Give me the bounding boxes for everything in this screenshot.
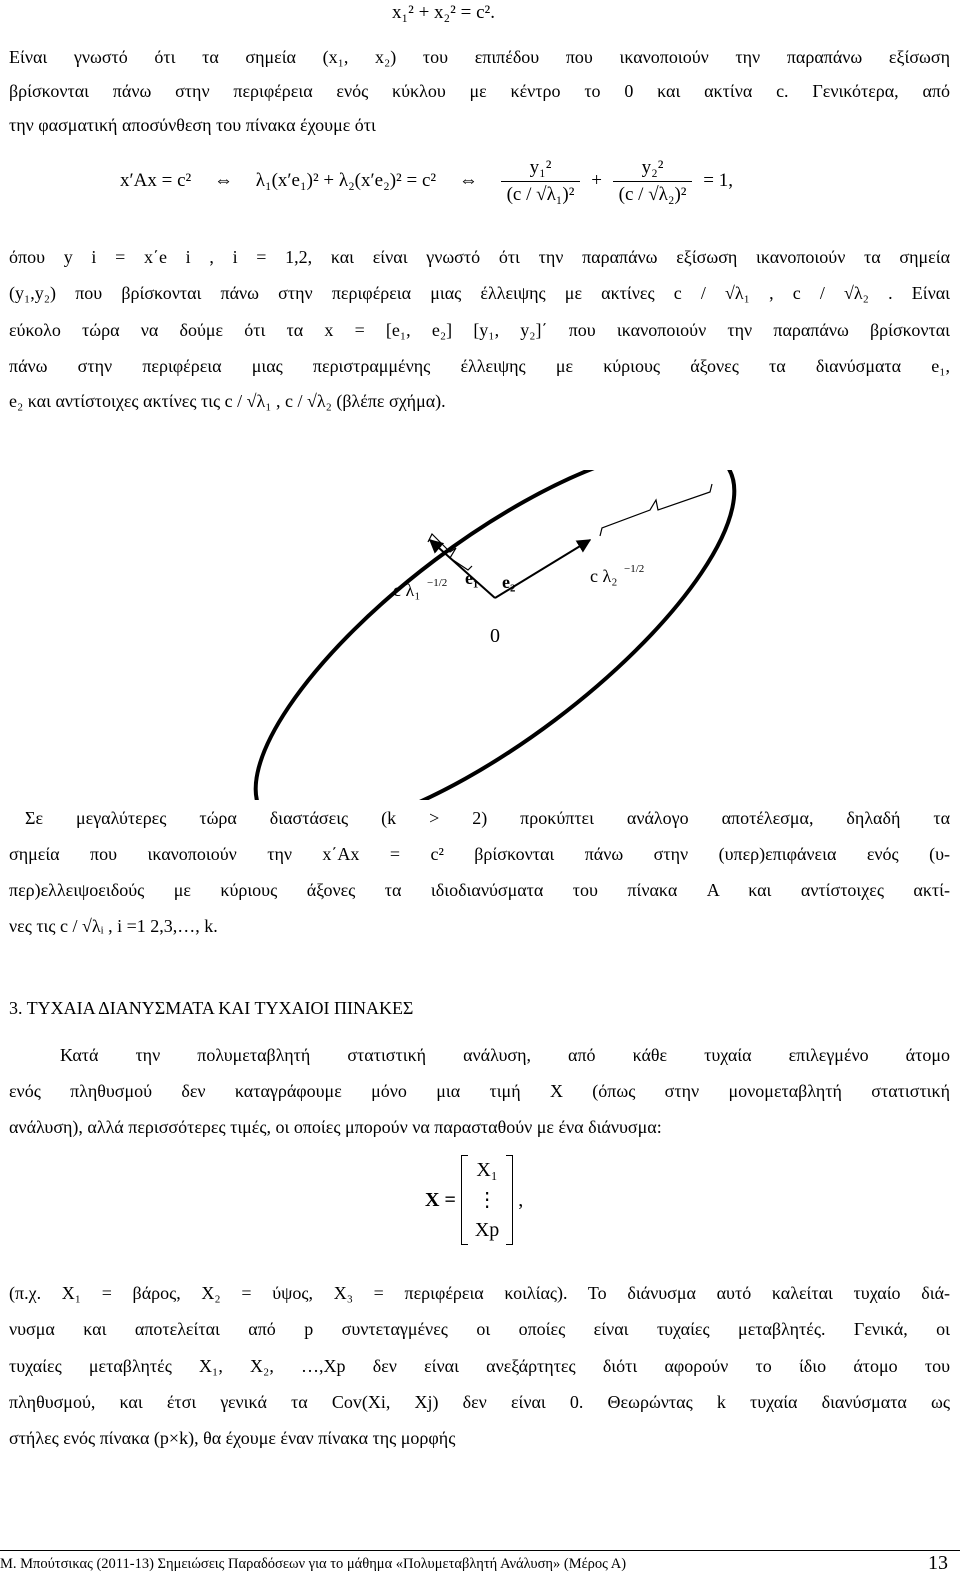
vector-row2: ⋮ [477, 1189, 498, 1211]
ellipse-figure [150, 470, 850, 800]
vector-trail: , [518, 1188, 524, 1211]
brace-lambda2 [600, 484, 712, 536]
footer-rule [0, 1550, 960, 1551]
page-number: 13 [928, 1552, 948, 1574]
fraction-1-num: y₁² [529, 157, 552, 178]
para4-line3: ανάλυση), αλλά περισσότερες τιμές, οι οποίες μπορούν να παρασταθούν με ένα διάνυσμα: [9, 1117, 662, 1137]
para1-line3: την φασματική αποσύνθεση του πίνακα έχουμε ότι [9, 115, 376, 135]
para2-line5: e₂ και αντίστοιχες ακτίνες τις c / √λ₁ , c / √λ₂ (βλέπε σχήμα). [9, 391, 446, 411]
footer-text: Μ. Μπούτσικας (2011-13) Σημειώσεις Παραδόσεων για το μάθημα «Πολυμεταβλητή Ανάλυση» (Μέρος Α) [0, 1556, 627, 1572]
para5-line1: (π.χ. X₁ = βάρος, X₂ = ύψος, X₃ = περιφέρεια κοιλίας). Το διάνυσμα αυτό καλείται τυχαίο διά- [9, 1283, 950, 1303]
label-c-lambda1-exp: −1/2 [427, 577, 448, 589]
iff-arrow: ⇔ [213, 169, 233, 191]
spectral-equation: x′Ax = c² ⇔ λ₁(x′e₁)² + λ₂(x′e₂)² = c² ⇔ $\frac{\text{y₁²}}{\text{(c / √λ₁)²}}$ + $\frac{\text{y₂²}}{\text{(c / √λ₂)²}}$ = 1, [120, 155, 733, 208]
label-e2: e₂ [502, 572, 516, 592]
label-origin: 0 [490, 625, 500, 647]
para5-line2: νυσμα και αποτελείται από p συντεταγμένες οι οποίες είναι τυχαίες μεταβλητές. Γενικά, οι [9, 1319, 950, 1339]
section-heading: 3. ΤΥΧΑΙΑ ΔΙΑΝΥΣΜΑΤΑ ΚΑΙ ΤΥΧΑΙΟΙ ΠΙΝΑΚΕΣ [9, 998, 414, 1018]
para3-line4: νες τις c / √λᵢ , i =1 2,3,…, k. [9, 916, 218, 936]
para4-line1: Κατά την πολυμεταβλητή στατιστική ανάλυση, από κάθε τυχαία επιλεγμένο άτομο [60, 1045, 950, 1065]
para3-line3: περ)ελλειψοειδούς με κύριους άξονες τα ιδιοδιανύσματα του πίνακα A και αντίστοιχες ακτί- [9, 880, 950, 900]
label-e1: e₁ [465, 568, 479, 588]
para4-line2: ενός πληθυσμού δεν καταγράφουμε μόνο μια τιμή X (όπως στην μονομεταβλητή στατιστική [9, 1081, 950, 1101]
vector-equation [425, 1155, 523, 1245]
fraction-2-den: (c / √λ₂)² [613, 181, 693, 208]
vector-matrix [461, 1155, 513, 1245]
para2-line1: όπου y i = x΄e i , i = 1,2, και είναι γνωστό ότι την παραπάνω εξίσωση ικανοποιούν τα σημεία [9, 247, 950, 267]
top-equation: x₁² + x₂² = c². [392, 2, 495, 23]
fraction-1 [501, 155, 581, 208]
eq2-left: x′Ax = c² [120, 169, 192, 191]
label-c-lambda1: c λ₁ [393, 580, 421, 600]
eq2-rhs: = 1, [703, 169, 733, 191]
para5-line4: πληθυσμού, και έτσι γενικά τα Cov(Xi, Xj) δεν είναι 0. Θεωρώντας k τυχαία διανύσματα ως [9, 1392, 950, 1412]
para5-line3: τυχαίες μεταβλητές X₁, X₂, …,Xp δεν είναι ανεξάρτητες διότι αφορούν το ίδιο άτομο του [9, 1356, 950, 1376]
page-footer [0, 1552, 960, 1580]
vector-row1: X₁ [476, 1159, 498, 1181]
para2-line3: εύκολο τώρα να δούμε ότι τα x = [e₁, e₂] [y₁, y₂]΄ που ικανοποιούν την παραπάνω βρίσκονται [9, 320, 950, 340]
label-c-lambda2-exp: −1/2 [624, 563, 645, 575]
para5-line5: στήλες ενός πίνακα (p×k), θα έχουμε έναν πίνακα της μορφής [9, 1428, 456, 1448]
e1-axis-arrow [430, 540, 495, 598]
para1-line2: βρίσκονται πάνω στην περιφέρεια ενός κύκλου με κέντρο το 0 και ακτίνα c. Γενικότερα, από [9, 81, 950, 101]
para2-line4: πάνω στην περιφέρεια μιας περιστραμμένης έλλειψης με κύριους άξονες τα διανύσματα e₁, [9, 356, 950, 376]
vector-lhs: X = [425, 1188, 456, 1211]
para2-line2: (y₁,y₂) που βρίσκονται πάνω στην περιφέρεια μιας έλλειψης με ακτίνες c / √λ₁ , c / √λ₂ . Είναι [9, 283, 950, 303]
para3-line1: Σε μεγαλύτερες τώρα διαστάσεις (k > 2) προκύπτει ανάλογο αποτέλεσμα, δηλαδή τα [25, 808, 950, 828]
fraction-2-num: y₂² [641, 157, 664, 178]
label-c-lambda2: c λ₂ [590, 566, 618, 586]
vector-row3: Xp [474, 1219, 500, 1241]
eq2-mid: λ₁(x′e₁)² + λ₂(x′e₂)² = c² [255, 169, 437, 191]
para3-line2: σημεία που ικανοποιούν την x΄Ax = c² βρίσκονται πάνω στην (υπερ)επιφάνεια ενός (υ- [9, 844, 950, 864]
fraction-1-den: (c / √λ₁)² [501, 181, 581, 208]
para1-line1: Είναι γνωστό ότι τα σημεία (x₁, x₂) του επιπέδου που ικανοποιούν την παραπάνω εξίσωση [9, 47, 950, 67]
iff-arrow-2: ⇔ [458, 169, 478, 191]
fraction-2 [613, 155, 693, 208]
